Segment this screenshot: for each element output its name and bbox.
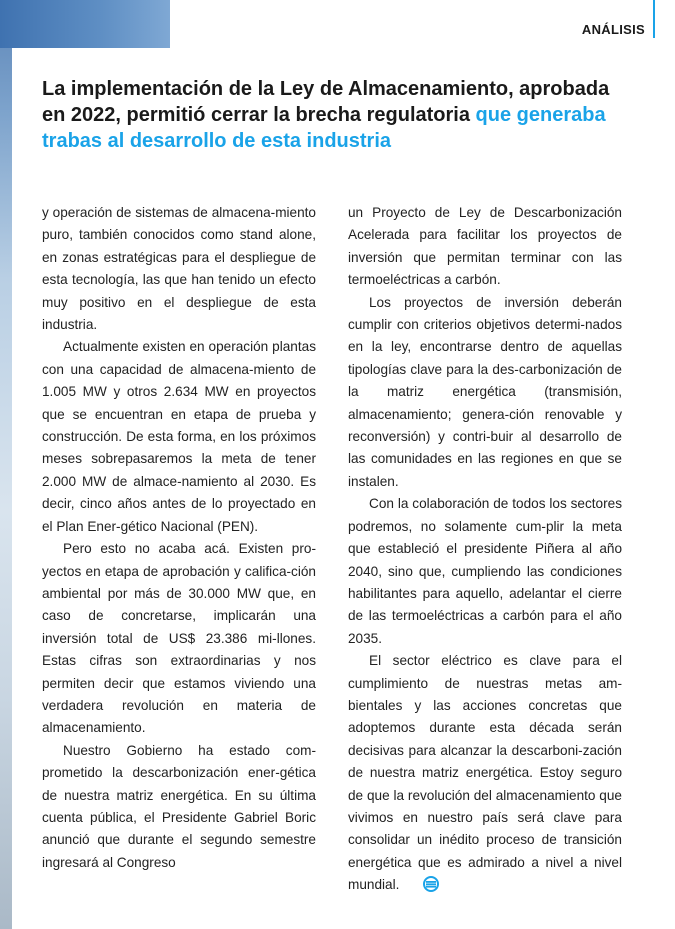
headline: [42, 76, 632, 154]
headline-dark-text: La implementación de la Ley de Almacenamiento, aprobada en 2022, permitió cerrar la brecha regulatoria: [42, 78, 610, 126]
paragraph: un Proyecto de Ley de Descarbonización Acelerada para facilitar los proyectos de inversión que permitan terminar con las termoeléctricas a carbón.: [348, 205, 622, 288]
column-right: [348, 202, 622, 900]
paragraph: Nuestro Gobierno ha estado com-prometido la descarbonización ener-gética de nuestra matriz energética. En su última cuenta pública, el Presidente Gabriel Boric anunció que durante el segundo semestre ingresará al Congreso: [42, 742, 316, 870]
end-of-article-icon: [402, 876, 439, 899]
paragraph-last-text: El sector eléctrico es clave para el cumplimiento de nuestras metas am-bientales y las acciones concretas que adoptemos durante esta década serán decisivas para alcanzar la descarboni-zación de nuestra matriz energética. Estoy seguro de que la revolución del almacenamiento que vivimos en nuestro país será clave para consolidar un inédito proceso de transición energética que es admirado a nivel a nivel mundial.: [348, 653, 622, 893]
section-tag: ANÁLISIS: [581, 22, 645, 37]
paragraph: y operación de sistemas de almacena-miento puro, también conocidos como stand alone, en zonas estratégicas para el despliegue de esta tecnología, las que han tenido un efecto muy positivo en el despliegue de esta industria.: [42, 205, 316, 333]
background-photo-sky: [0, 0, 170, 48]
column-left: [42, 202, 316, 900]
headline-blue-text: que generaba trabas al desarrollo de esta industria: [42, 104, 606, 152]
paragraph-last: [348, 650, 622, 899]
paragraph: Los proyectos de inversión deberán cumplir con criterios objetivos determi-nados en la ley, encontrarse dentro de aquellas tipologías clave para la des-carbonización de la matriz energética (transmisión, almacenamiento; genera-ción renovable y reconversión) y contri-buir al desarrollo de las comunidades en las regiones en que se instalen.: [348, 294, 622, 489]
section-accent-bar: [653, 0, 655, 38]
article-body: [42, 202, 622, 900]
paragraph: Actualmente existen en operación plantas con una capacidad de almacena-miento de 1.005 MW y otros 2.634 MW en proyectos que se encuentran en etapa de prueba y construcción. De esta forma, en los próximos meses sobrepasaremos la meta de tener 2.000 MW de almace-namiento al 2030. Es decir, cinco años antes de lo proyectado en el Plan Ener-gético Nacional (PEN).: [42, 339, 316, 534]
paragraph: Con la colaboración de todos los sectores podremos, no solamente cum-plir la meta que estableció el presidente Piñera al año 2040, sino que, cumpliendo las condiciones habilitantes para aquello, adelantar el cierre de las termoeléctricas a carbón para el año 2035.: [348, 496, 622, 646]
paragraph: Pero esto no acaba acá. Existen pro-yectos en etapa de aprobación y califica-ción ambiental por más de 30.000 MW que, en caso de concretarse, implicarán una inversión total de US$ 23.386 mi-llones. Estas cifras son extraordinarias y nos permiten decir que estamos viviendo una verdadera revolución en materia de almacenamiento.: [42, 541, 316, 736]
